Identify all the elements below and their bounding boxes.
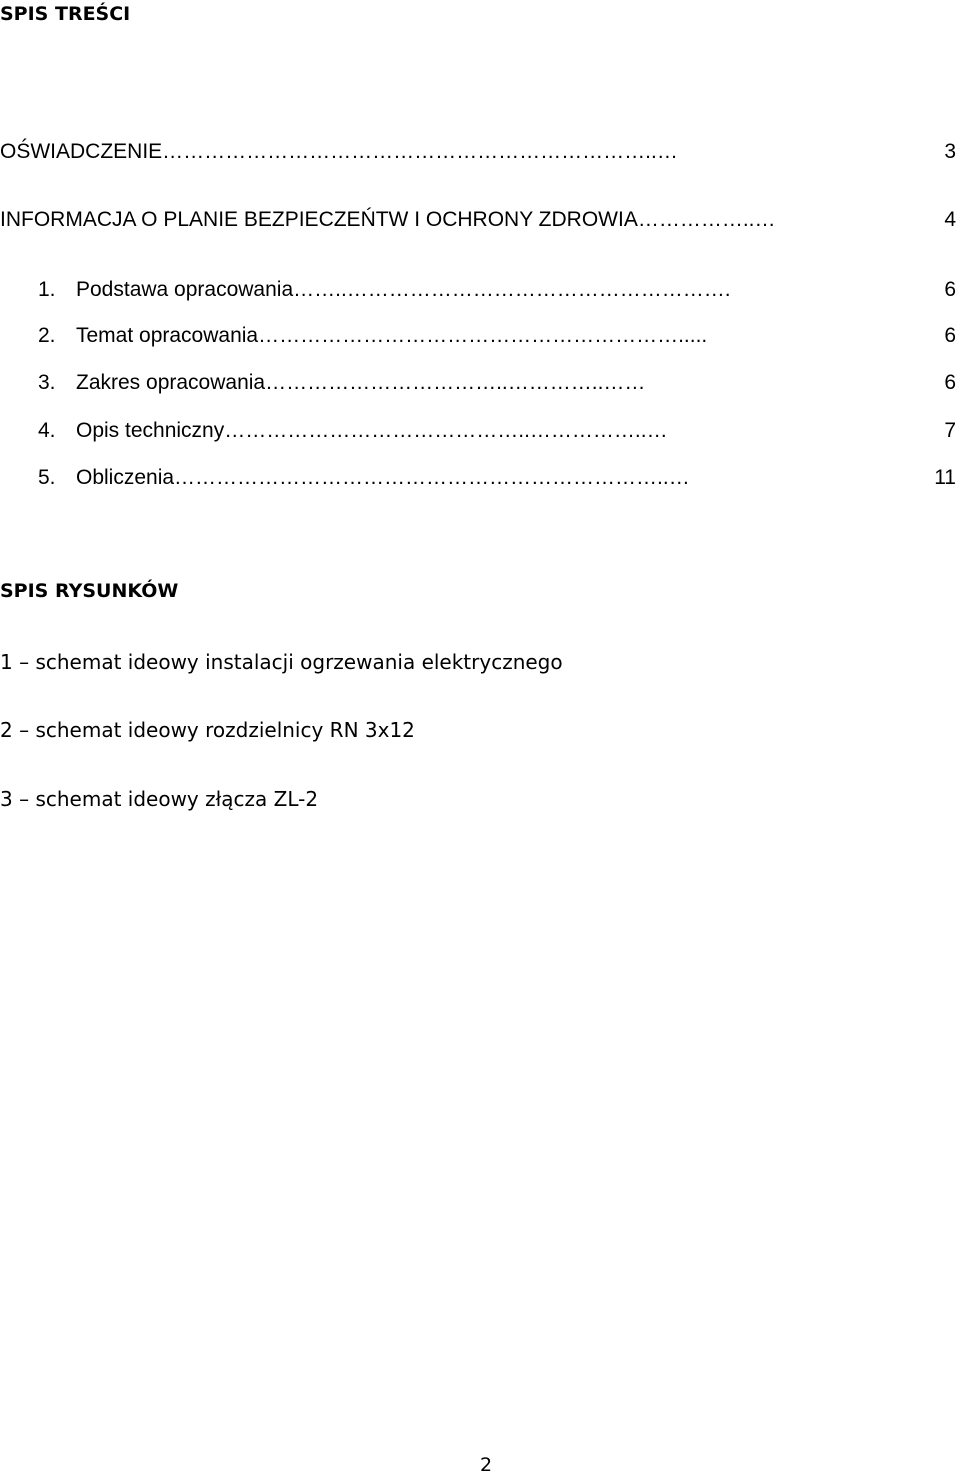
toc-entry <box>0 207 960 233</box>
figure-list-item: 2 – schemat ideowy rozdzielnicy RN 3x12 <box>0 718 415 742</box>
toc-entry-label: Podstawa opracowania……..………………………………………………. <box>76 278 731 301</box>
toc-entry-page: 6 <box>944 324 956 347</box>
toc-entry-page: 7 <box>944 419 956 442</box>
toc-entry <box>0 418 960 444</box>
toc-entry <box>0 465 960 491</box>
figures-heading: SPIS RYSUNKÓW <box>0 580 179 602</box>
toc-entry-number: 5. <box>38 466 56 489</box>
page-number: 2 <box>480 1454 493 1476</box>
toc-entry-page: 3 <box>944 140 956 163</box>
toc-entry-page: 6 <box>944 278 956 301</box>
figure-list-item: 1 – schemat ideowy instalacji ogrzewania elektrycznego <box>0 650 563 674</box>
toc-entry <box>0 139 960 165</box>
toc-entry-label: Zakres opracowania……………………………..…………..…… <box>76 371 646 394</box>
toc-entry-label: Obliczenia……………………………………………………………..… <box>76 466 690 489</box>
toc-entry-number: 4. <box>38 419 56 442</box>
toc-entry-label: OŚWIADCZENIE……………………………………………………………..… <box>0 140 678 163</box>
toc-entry-label: Opis techniczny……………………………………..……………..… <box>76 419 668 442</box>
toc-entry <box>0 323 960 349</box>
toc-entry-label: Temat opracowania……………………………………………………..... <box>76 324 708 347</box>
toc-entry-page: 6 <box>944 371 956 394</box>
toc-entry-page: 11 <box>934 466 956 489</box>
toc-entry-number: 1. <box>38 278 56 301</box>
toc-entry-page: 4 <box>944 208 956 231</box>
toc-entry <box>0 277 960 303</box>
figure-list-item: 3 – schemat ideowy złącza ZL-2 <box>0 787 319 811</box>
toc-entry-label: INFORMACJA O PLANIE BEZPIECZEŃTW I OCHRONY ZDROWIA……………..… <box>0 208 776 231</box>
toc-entry <box>0 370 960 396</box>
toc-heading: SPIS TREŚCI <box>0 3 131 25</box>
toc-entry-number: 2. <box>38 324 56 347</box>
toc-entry-number: 3. <box>38 371 56 394</box>
